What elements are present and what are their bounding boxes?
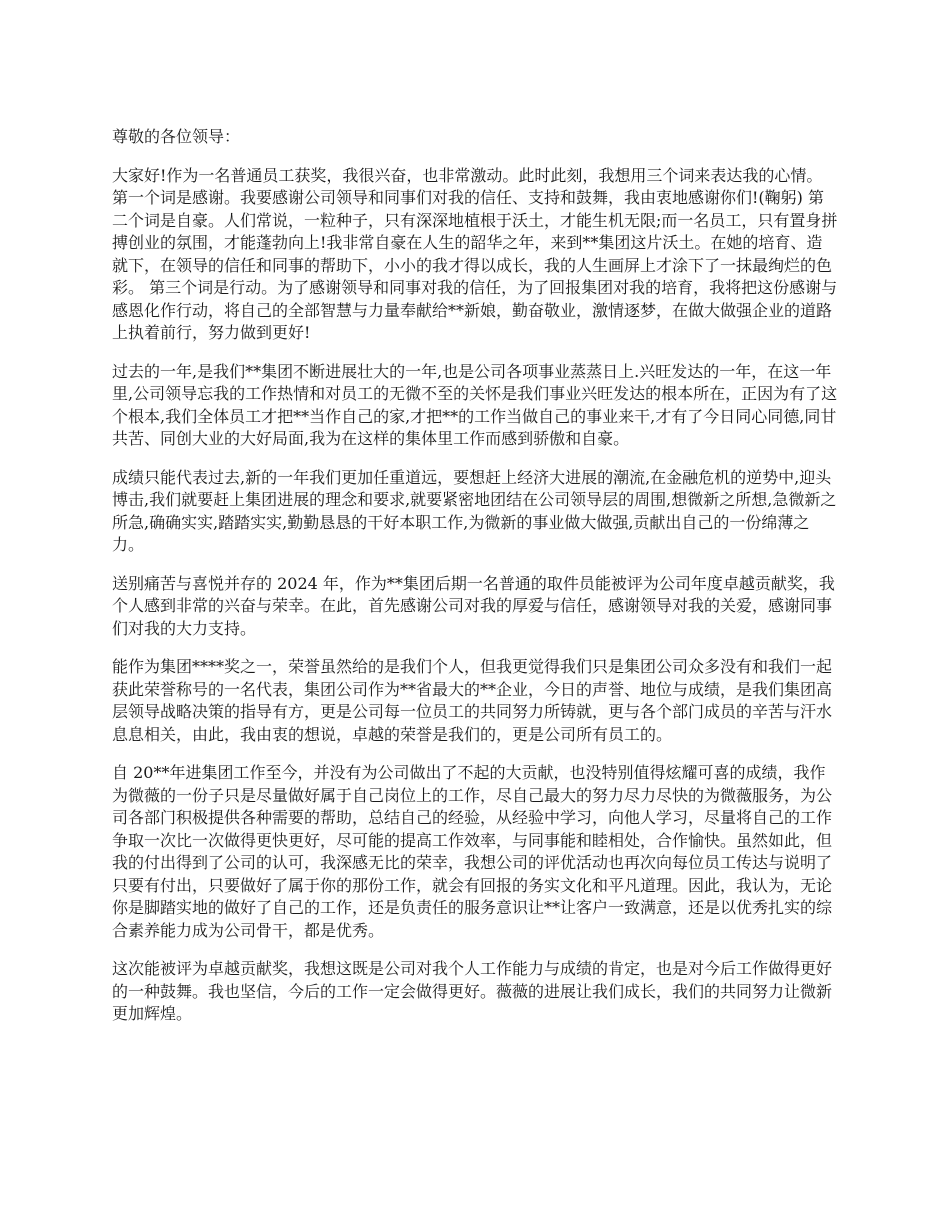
paragraph-4: 送别痛苦与喜悦并存的 2024 年，作为**集团后期一名普通的取件员能被评为公司年度卓越贡献奖，我个人感到非常的兴奋与荣幸。在此，首先感谢公司对我的厚爱与信任，感谢领导对我的关爱，感谢同事们对我的大力支持。 [112,573,835,638]
paragraph-1: 大家好!作为一名普通员工获奖，我很兴奋，也非常激动。此时此刻，我想用三个词来表达我的心情。 第一个词是感谢。我要感谢公司领导和同事们对我的信任、支持和鼓舞，我由衷地感谢你们!(鞠躬) 第二个词是自豪。人们常说，一粒种子，只有深深地植根于沃土，才能生机无限;而一名员工，只有置身拼搏创业的氛围，才能蓬勃向上!我非常自豪在人生的韶华之年，来到**集团这片沃土。在她的培育、造就下，在领导的信任和同事的帮助下，小小的我才得以成长，我的人生画屏上才涂下了一抹最绚烂的色彩。 第三个词是行动。为了感谢领导和同事对我的信任，为了回报集团对我的培育，我将把这份感谢与感恩化作行动，将自己的全部智慧与力量奉献给**新娘，勤奋敬业，激情逐梦，在做大做强企业的道路上执着前行，努力做到更好! [112,165,838,342]
salutation: 尊敬的各位领导： [112,127,241,146]
paragraph-3: 成绩只能代表过去,新的一年我们更加任重道远，要想赶上经济大进展的潮流,在金融危机的逆势中,迎头博击,我们就要赶上集团进展的理念和要求,就要紧密地团结在公司领导层的周围,想微新之所想,急微新之所急,确确实实,踏踏实实,勤勤恳恳的干好本职工作,为微新的事业做大做强,贡献出自己的一份绵薄之力。 [112,467,837,554]
paragraph-5: 能作为集团****奖之一，荣誉虽然给的是我们个人，但我更觉得我们只是集团公司众多没有和我们一起获此荣誉称号的一名代表，集团公司作为**省最大的**企业，今日的声誉、地位与成绩，是我们集团高层领导战略决策的指导有方，更是公司每一位员工的共同努力所铸就，更与各个部门成员的辛苦与汗水息息相关，由此，我由衷的想说，卓越的荣誉是我们的，更是公司所有员工的。 [112,657,833,744]
paragraph-7: 这次能被评为卓越贡献奖，我想这既是公司对我个人工作能力与成绩的肯定，也是对今后工作做得更好的一种鼓舞。我也坚信，今后的工作一定会做得更好。薇薇的进展让我们成长，我们的共同努力让微新更加辉煌。 [112,959,833,1023]
paragraph-6: 自 20**年进集团工作至今，并没有为公司做出了不起的大贡献，也没特别值得炫耀可喜的成绩，我作为微薇的一份子只是尽量做好属于自己岗位上的工作，尽自己最大的努力尽力尽快的为微薇服务，为公司各部门积极提供各种需要的帮助，总结自己的经验，从经验中学习，向他人学习，尽量将自己的工作争取一次比一次做得更快更好，尽可能的提高工作效率，与同事能和睦相处，合作愉快。虽然如此，但我的付出得到了公司的认可，我深感无比的荣幸，我想公司的评优活动也再次向每位员工传达与说明了只要有付出，只要做好了属于你的那份工作，就会有回报的务实文化和平凡道理。因此，我认为，无论你是脚踏实地的做好了自己的工作，还是负责任的服务意识让**让客户一致满意，还是以优秀扎实的综合素养能力成为公司骨干，都是优秀。 [112,763,833,940]
paragraph-2: 过去的一年,是我们**集团不断进展壮大的一年,也是公司各项事业蒸蒸日上.兴旺发达的一年，在这一年里,公司领导忘我的工作热情和对员工的无微不至的关怀是我们事业兴旺发达的根本所在，正因为有了这个根本,我们全体员工才把**当作自己的家,才把**的工作当做自己的事业来干,才有了今日同心同德,同甘共苦、同创大业的大好局面,我为在这样的集体里工作而感到骄傲和自豪。 [112,361,838,448]
